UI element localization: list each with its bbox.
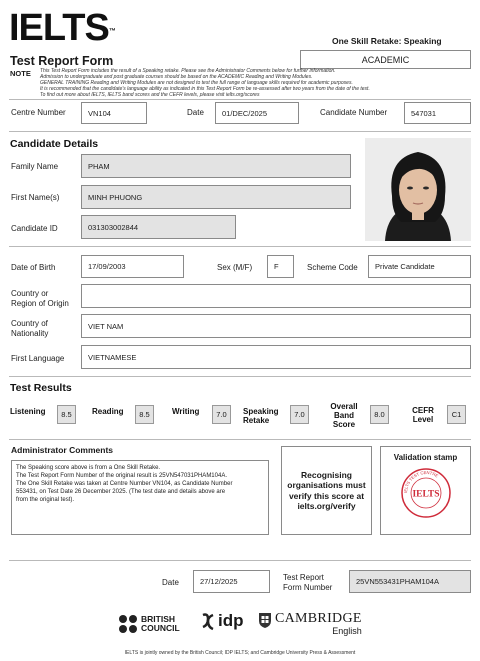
note-text [40,68,470,98]
administrator-comments-box [11,460,269,535]
divider [9,376,471,377]
validation-stamp-seal [400,467,452,519]
speaking-label-line: Speaking [243,407,279,416]
ielts-logo: IELTS™ [9,7,115,49]
cambridge-english-logo [258,612,362,636]
family-name-label: Family Name [11,162,59,171]
stamp-text: IELTS [412,489,440,500]
candidate-number-field: 547031 [404,102,471,124]
comment-line: from the original test). [16,497,75,503]
verify-notice-box [281,446,372,535]
idp-mark-icon [200,611,216,631]
trf-label-line: Test Report [283,573,324,582]
overall-band-score: 8.0 [370,405,389,424]
date-of-birth-label: Date of Birth [11,263,56,272]
note-line: It is recommended that the candidate's language ability as indicated in this Test Report Form be re-assessed after two years from the date of the test. [40,86,370,92]
cefr-level-label [410,406,436,424]
country-of-origin-label [11,289,69,309]
speaking-label-line: Retake [243,416,270,425]
british-council-text: BRITISH [141,614,175,624]
sex-field: F [267,255,294,278]
date-field: 01/DEC/2025 [215,102,299,124]
trf-label-line: Form Number [283,583,333,592]
candidate-number-label: Candidate Number [320,108,388,117]
cefr-level-score: C1 [447,405,466,424]
country-of-origin-label-line: Country or [11,289,49,298]
note-line: To find out more about IELTS, IELTS band scores and the CEFR levels, please visit ielts.org/scores [40,92,260,98]
nationality-field: VIET NAM [81,314,471,338]
verify-line: Recognising [300,469,352,480]
candidate-details-heading: Candidate Details [10,138,99,150]
listening-label: Listening [10,407,46,416]
centre-number-label: Centre Number [11,108,66,117]
speaking-retake-score: 7.0 [290,405,309,424]
retake-type-label: One Skill Retake: Speaking [332,36,442,46]
divider [9,439,471,440]
nationality-label-line: Nationality [11,329,49,338]
family-name-field: PHAM [81,154,351,178]
listening-score: 8.5 [57,405,76,424]
form-title: Test Report Form [10,54,114,68]
first-language-label: First Language [11,354,65,363]
scheme-code-field: Private Candidate [368,255,471,278]
overall-label-line: Score [332,420,356,429]
reading-score: 8.5 [135,405,154,424]
idp-text: idp [218,611,244,630]
note-line: This Test Report Form includes the result of a Speaking retake. Please see the Administrator Comments below for further information. [40,68,336,74]
cefr-label-line: CEFR [412,406,434,415]
first-name-field: MINH PHUONG [81,185,351,209]
test-results-heading: Test Results [10,382,72,394]
nationality-label [11,319,48,339]
comment-line: 553431, on Test Date 26 December 2025. (The test date and details above are [16,489,226,495]
candidate-photo [365,138,471,241]
overall-band-label [330,402,358,429]
country-of-origin-field [81,284,471,308]
issue-date-field: 27/12/2025 [193,570,270,593]
note-line: GENERAL TRAINING Reading and Writing Modules are not designed to test the full range of language skills required for academic purposes. [40,80,353,86]
overall-label-line: Band [334,411,354,420]
reading-label: Reading [92,407,124,416]
issue-date-label: Date [162,578,179,587]
trf-number-label [283,573,332,593]
module-field: ACADEMIC [300,50,471,69]
sex-label: Sex (M/F) [217,263,253,272]
idp-logo [200,611,244,631]
ielts-logo-text: IELTS [9,7,109,49]
note-label: NOTE [10,69,31,78]
writing-label: Writing [172,407,200,416]
british-council-logo [118,614,180,634]
date-of-birth-field: 17/09/2003 [81,255,184,278]
cefr-label-line: Level [412,415,434,424]
nationality-label-line: Country of [11,319,48,328]
first-name-label: First Name(s) [11,193,60,202]
validation-stamp-heading: Validation stamp [393,453,458,462]
divider [9,131,471,132]
comment-line: The Test Report Form Number of the original result is 25VN547031PHAM104A. [16,473,227,479]
country-of-origin-label-line: Region of Origin [11,299,69,308]
british-council-text: COUNCIL [141,623,180,633]
verify-line: verify this score at [288,490,365,501]
cambridge-shield-icon [258,612,272,629]
date-label: Date [187,108,204,117]
trf-number-field: 25VN553431PHAM104A [349,570,471,593]
first-language-field: VIETNAMESE [81,345,471,369]
divider [9,560,471,561]
verify-line: ielts.org/verify [297,501,356,511]
candidate-id-label: Candidate ID [11,224,58,233]
scheme-code-label: Scheme Code [307,263,358,272]
ownership-statement: IELTS is jointly owned by the British Council; IDP IELTS; and Cambridge University Press & Assessment [124,650,356,656]
administrator-comments-heading: Administrator Comments [11,445,114,455]
candidate-id-field: 031303002844 [81,215,236,239]
english-text: English [332,626,362,636]
comment-line: The Speaking score above is from a One Skill Retake. [16,465,161,471]
stamp-ring-text: IELTS TEST CENTRE [402,469,440,494]
comment-line: The One Skill Retake was taken at Centre Number VN104, as Candidate Number [16,481,233,487]
verify-line: organisations must [287,480,366,490]
divider [9,99,471,100]
speaking-retake-label [243,407,279,425]
note-line: Admission to undergraduate and post graduate courses should be based on the ACADEMIC Reading and Writing Modules. [40,74,313,80]
verify-notice-text [287,470,365,512]
cambridge-text: CAMBRIDGE [275,611,362,626]
divider [9,246,471,247]
overall-label-line: Overall [330,402,358,411]
centre-number-field: VN104 [81,102,147,124]
validation-stamp-box [380,446,471,535]
british-council-dots-icon [118,614,138,634]
writing-score: 7.0 [212,405,231,424]
